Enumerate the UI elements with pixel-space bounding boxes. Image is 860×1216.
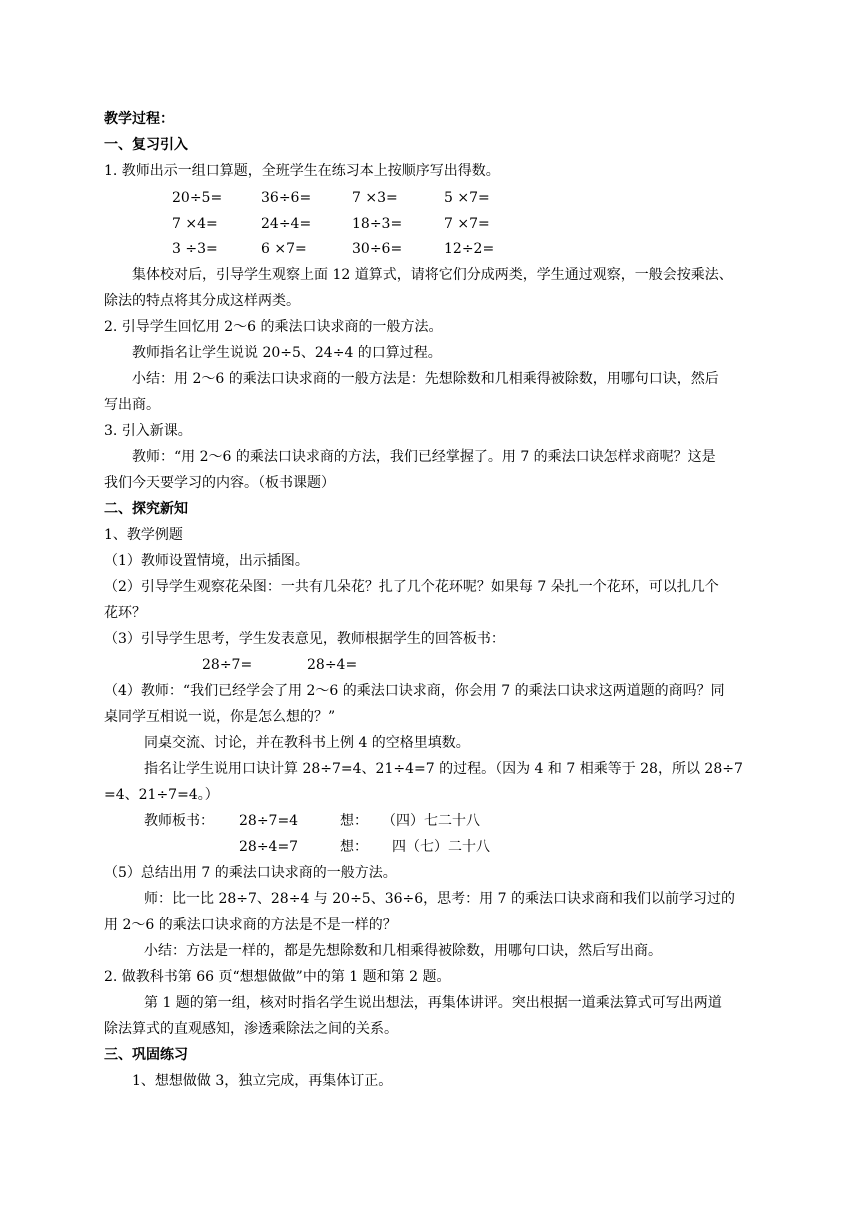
paragraph-line: 写出商。 <box>104 397 160 413</box>
drill-cell: 6 ×7= <box>261 241 307 257</box>
section-heading: 教学过程： <box>104 111 174 127</box>
paragraph-line: （1）教师设置情境，出示插图。 <box>104 553 309 569</box>
paragraph-line: （2）引导学生观察花朵图：一共有几朵花？扎了几个花环呢？如果每 7 朵扎一个花环，可以扎几个 <box>104 579 719 595</box>
section-heading: 二、探究新知 <box>104 501 188 517</box>
paragraph-line: 1. 教师出示一组口算题，全班学生在练习本上按顺序写出得数。 <box>104 163 500 179</box>
section-heading: 三、巩固练习 <box>104 1047 188 1063</box>
drill-cell: 7 ×3= <box>352 190 398 206</box>
board-equation: 28÷7=4 <box>239 813 299 829</box>
paragraph-line: （3）引导学生思考，学生发表意见，教师根据学生的回答板书： <box>104 631 505 647</box>
drill-cell: 3 ÷3= <box>172 241 218 257</box>
paragraph-line: 1、想想做做 3，独立完成，再集体订正。 <box>132 1073 393 1089</box>
paragraph-line: 桌同学互相说一说，你是怎么想的？” <box>104 709 336 725</box>
paragraph-line: 花环？ <box>104 605 146 621</box>
paragraph-line: =4、21÷7=4。） <box>104 787 219 803</box>
drill-cell: 5 ×7= <box>444 190 490 206</box>
drill-cell: 24÷4= <box>261 216 312 232</box>
board-equation: 28÷4=7 <box>239 839 299 855</box>
paragraph-line: 用 2～6 的乘法口诀求商的方法是不是一样的？ <box>104 917 397 933</box>
paragraph-line: 2. 做教科书第 66 页“想想做做”中的第 1 题和第 2 题。 <box>104 969 451 985</box>
paragraph-line: 小结：用 2～6 的乘法口诀求商的一般方法是：先想除数和几相乘得被除数，用哪句口诀，然后 <box>132 371 719 387</box>
board-equation: 28÷4= <box>307 657 358 673</box>
board-think: 想： <box>340 813 368 829</box>
drill-cell: 7 ×7= <box>444 216 490 232</box>
drill-cell: 30÷6= <box>352 241 403 257</box>
paragraph-line: 2. 引导学生回忆用 2～6 的乘法口诀求商的一般方法。 <box>104 319 443 335</box>
paragraph-line: 小结：方法是一样的，都是先想除数和几相乘得被除数，用哪句口诀，然后写出商。 <box>144 943 662 959</box>
paragraph-line: 除法的特点将其分成这样两类。 <box>104 293 300 309</box>
paragraph-line: 除法算式的直观感知，渗透乘除法之间的关系。 <box>104 1021 398 1037</box>
drill-cell: 20÷5= <box>172 190 223 206</box>
paragraph-line: 1、教学例题 <box>104 527 183 543</box>
paragraph-line: 教师指名让学生说说 20÷5、24÷4 的口算过程。 <box>132 345 442 361</box>
paragraph-line: （5）总结出用 7 的乘法口诀求商的一般方法。 <box>104 865 397 881</box>
paragraph-line: 我们今天要学习的内容。（板书课题） <box>104 475 335 491</box>
board-rhyme: （四）七二十八 <box>382 813 480 829</box>
drill-cell: 7 ×4= <box>172 216 218 232</box>
paragraph-line: 同桌交流、讨论，并在教科书上例 4 的空格里填数。 <box>144 735 470 751</box>
drill-cell: 36÷6= <box>261 190 312 206</box>
paragraph-line: 师：比一比 28÷7、28÷4 与 20÷5、36÷6，思考：用 7 的乘法口诀求商和我们以前学习过的 <box>144 891 735 907</box>
drill-cell: 12÷2= <box>444 241 495 257</box>
paragraph-line: 第 1 题的第一组，核对时指名学生说出想法，再集体讲评。突出根据一道乘法算式可写出两道 <box>144 995 722 1011</box>
paragraph-line: 指名让学生说用口诀计算 28÷7=4、21÷4=7 的过程。（因为 4 和 7 相乘等于 28，所以 28÷7 <box>144 761 743 777</box>
drill-cell: 18÷3= <box>352 216 403 232</box>
board-label: 教师板书： <box>144 813 214 829</box>
paragraph-line: 3. 引入新课。 <box>104 423 192 439</box>
board-think: 想： <box>340 839 368 855</box>
section-heading: 一、复习引入 <box>104 137 188 153</box>
paragraph-line: 集体校对后，引导学生观察上面 12 道算式，请将它们分成两类，学生通过观察，一般会按乘法、 <box>132 267 733 283</box>
board-rhyme: 四（七）二十八 <box>392 839 490 855</box>
board-equation: 28÷7= <box>202 657 253 673</box>
paragraph-line: （4）教师：“我们已经学会了用 2～6 的乘法口诀求商，你会用 7 的乘法口诀求这两道题的商吗？同 <box>104 683 725 699</box>
paragraph-line: 教师：“用 2～6 的乘法口诀求商的方法，我们已经掌握了。用 7 的乘法口诀怎样求商呢？这是 <box>132 449 716 465</box>
